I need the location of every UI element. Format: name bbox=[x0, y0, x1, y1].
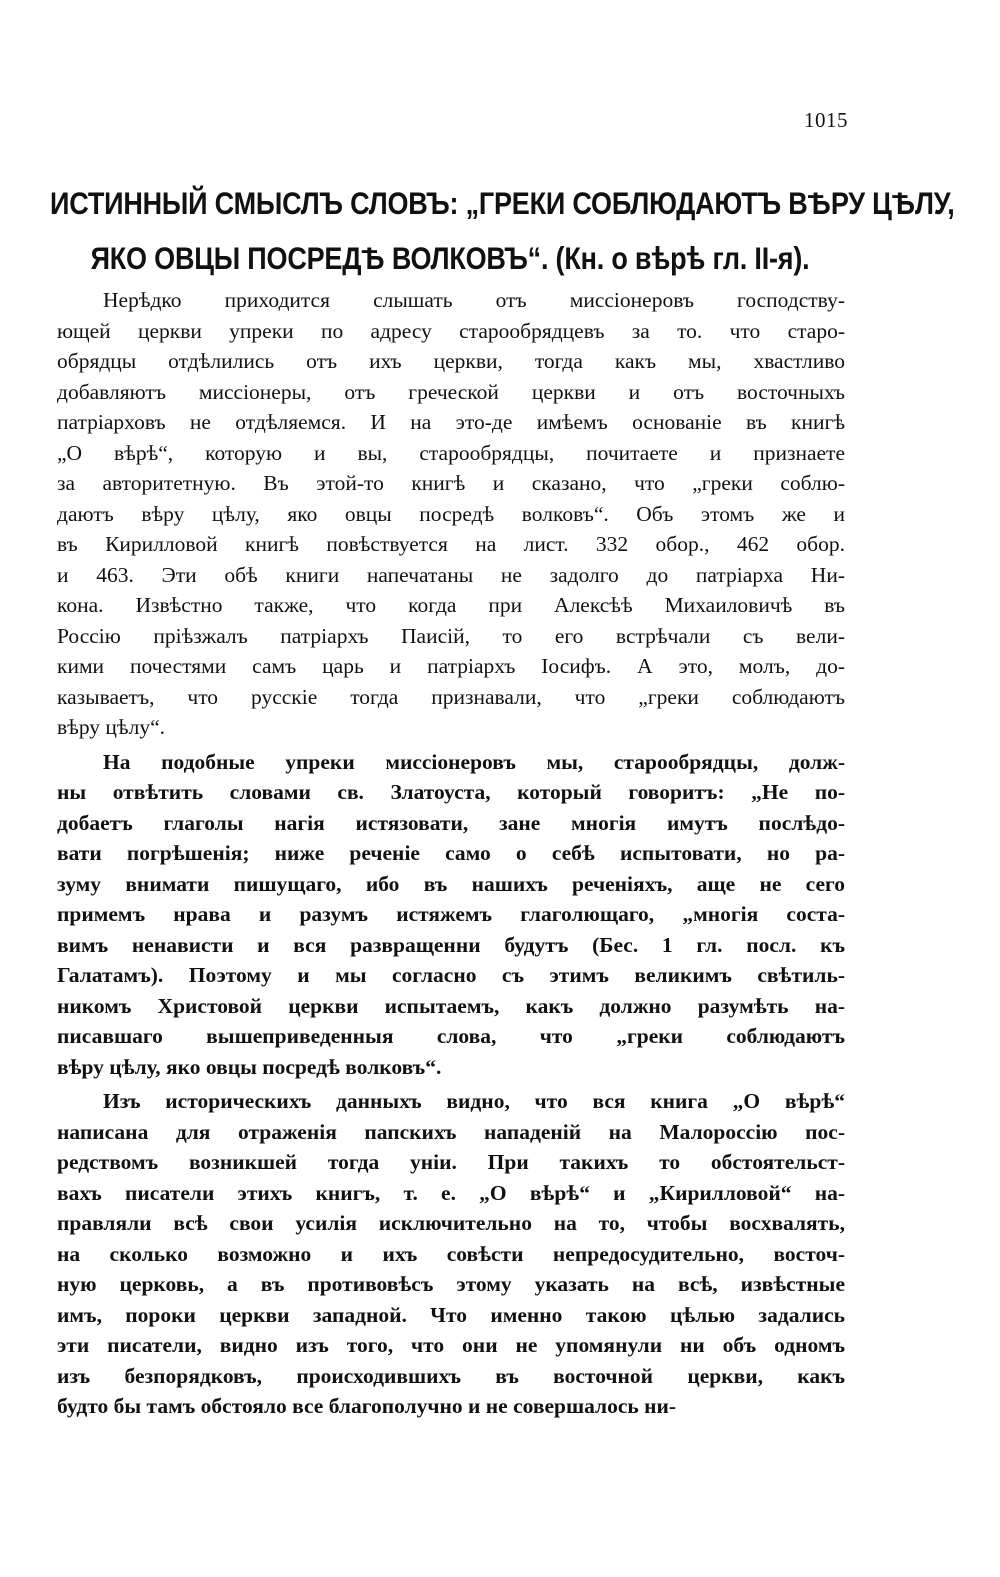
paragraph-line: ны отвѣтить словами св. Златоуста, который говоритъ: „Не по- bbox=[57, 780, 845, 804]
paragraph-line: эти писатели, видно изъ того, что они не упомянули ни объ одномъ bbox=[57, 1333, 845, 1357]
paragraph-line: примемъ нрава и разумъ истяжемъ глаголющаго, „многія соста- bbox=[57, 902, 845, 926]
paragraph-line: „О вѣрѣ“, которую и вы, старообрядцы, почитаете и признаете bbox=[57, 440, 845, 465]
paragraph bbox=[57, 1086, 845, 1422]
paragraph-line: вимъ ненависти и вся развращенни будутъ (Бес. 1 гл. посл. къ bbox=[57, 932, 845, 957]
paragraph-line: кона. Извѣстно также, что когда при Алексѣѣ Михаиловичѣ въ bbox=[57, 593, 845, 617]
paragraph-line: Изъ историческихъ данныхъ видно, что вся книга „О вѣрѣ“ bbox=[103, 1089, 845, 1113]
paragraph-line: и 463. Эти обѣ книги напечатаны не задолго до патріарха Ни- bbox=[57, 562, 845, 587]
paragraph-line: писавшаго вышеприведенныя слова, что „греки соблюдаютъ bbox=[57, 1024, 845, 1048]
paragraph-line: Нерѣдко приходится слышать отъ миссіонеровъ господству- bbox=[103, 288, 845, 312]
paragraph-line: добавляютъ миссіонеры, отъ греческой церкви и отъ восточныхъ bbox=[57, 379, 845, 404]
article-body bbox=[57, 285, 845, 1422]
paragraph-line: на сколько возможно и ихъ совѣсти непредосудительно, восточ- bbox=[57, 1241, 845, 1266]
article-title bbox=[50, 176, 955, 286]
title-line-2: ЯКО ОВЦЫ ПОСРЕДѢ ВОЛКОВЪ“. (Кн. о вѣрѣ гл. II-я). bbox=[90, 241, 810, 277]
paragraph-line: казываетъ, что русскіе тогда признавали, что „греки соблюдаютъ bbox=[57, 684, 845, 709]
paragraph-line: никомъ Христовой церкви испытаемъ, какъ должно разумѣть на- bbox=[57, 993, 845, 1018]
page-number: 1015 bbox=[804, 108, 848, 132]
paragraph-line: вахъ писатели этихъ книгъ, т. е. „О вѣрѣ“ и „Кирилловой“ на- bbox=[57, 1180, 845, 1205]
paragraph-line: патріарховъ не отдѣляемся. И на это-де имѣемъ основаніе въ книгѣ bbox=[57, 410, 845, 434]
paragraph-line: вѣру цѣлу, яко овцы посредѣ волковъ“. bbox=[57, 1054, 442, 1079]
paragraph-line: имъ, пороки церкви западной. Что именно такою цѣлью задались bbox=[57, 1302, 845, 1327]
paragraph-line: добаетъ глаголы нагія истязовати, зане многія имутъ послѣдо- bbox=[57, 810, 845, 835]
title-line-1: ИСТИННЫЙ СМЫСЛЪ СЛОВЪ: „ГРЕКИ СОБЛЮДАЮТЪ ВѢРУ ЦѢЛУ, bbox=[50, 186, 955, 221]
paragraph-line: за авторитетную. Въ этой-то книгѣ и сказано, что „греки соблю- bbox=[57, 471, 845, 495]
paragraph-line: ющей церкви упреки по адресу старообрядцевъ за то. что старо- bbox=[57, 318, 845, 343]
paragraph-line: правляли всѣ свои усилія исключительно на то, чтобы восхвалять, bbox=[57, 1211, 845, 1235]
paragraph bbox=[57, 747, 845, 1083]
paragraph-line: даютъ вѣру цѣлу, яко овцы посредѣ волковъ“. Объ этомъ же и bbox=[57, 501, 845, 526]
paragraph-line: изъ безпорядковъ, происходившихъ въ восточной церкви, какъ bbox=[57, 1363, 845, 1388]
paragraph-line: зуму внимати пишущаго, ибо въ нашихъ реченіяхъ, аще не сего bbox=[57, 871, 845, 896]
paragraph-line: въ Кирилловой книгѣ повѣствуется на лист. 332 обор., 462 обор. bbox=[57, 532, 845, 556]
paragraph-line: написана для отраженія папскихъ нападеній на Малороссію пос- bbox=[57, 1119, 845, 1144]
paragraph-line: вати погрѣшенія; ниже реченіе само о себѣ испытовати, но ра- bbox=[57, 841, 845, 865]
paragraph-line: ную церковь, а въ противовѣсъ этому указать на всѣ, извѣстные bbox=[57, 1272, 845, 1296]
paragraph-line: Галатамъ). Поэтому и мы согласно съ этимъ великимъ свѣтиль- bbox=[57, 963, 845, 987]
paragraph-line: Россію пріѣзжалъ патріархъ Паисій, то его встрѣчали съ вели- bbox=[57, 623, 845, 648]
paragraph-line: вѣру цѣлу“. bbox=[57, 715, 165, 739]
paragraph-line: будто бы тамъ обстояло все благополучно и не совершалось ни- bbox=[57, 1394, 677, 1418]
paragraph-line: редствомъ возникшей тогда уніи. При такихъ то обстоятельст- bbox=[57, 1150, 845, 1174]
paragraph bbox=[57, 285, 845, 743]
paragraph-line: На подобные упреки миссіонеровъ мы, старообрядцы, долж- bbox=[103, 749, 845, 774]
paragraph-line: кими почестями самъ царь и патріархъ Іосифъ. А это, молъ, до- bbox=[57, 654, 845, 678]
paragraph-line: обрядцы отдѣлились отъ ихъ церкви, тогда какъ мы, хвастливо bbox=[57, 349, 845, 373]
